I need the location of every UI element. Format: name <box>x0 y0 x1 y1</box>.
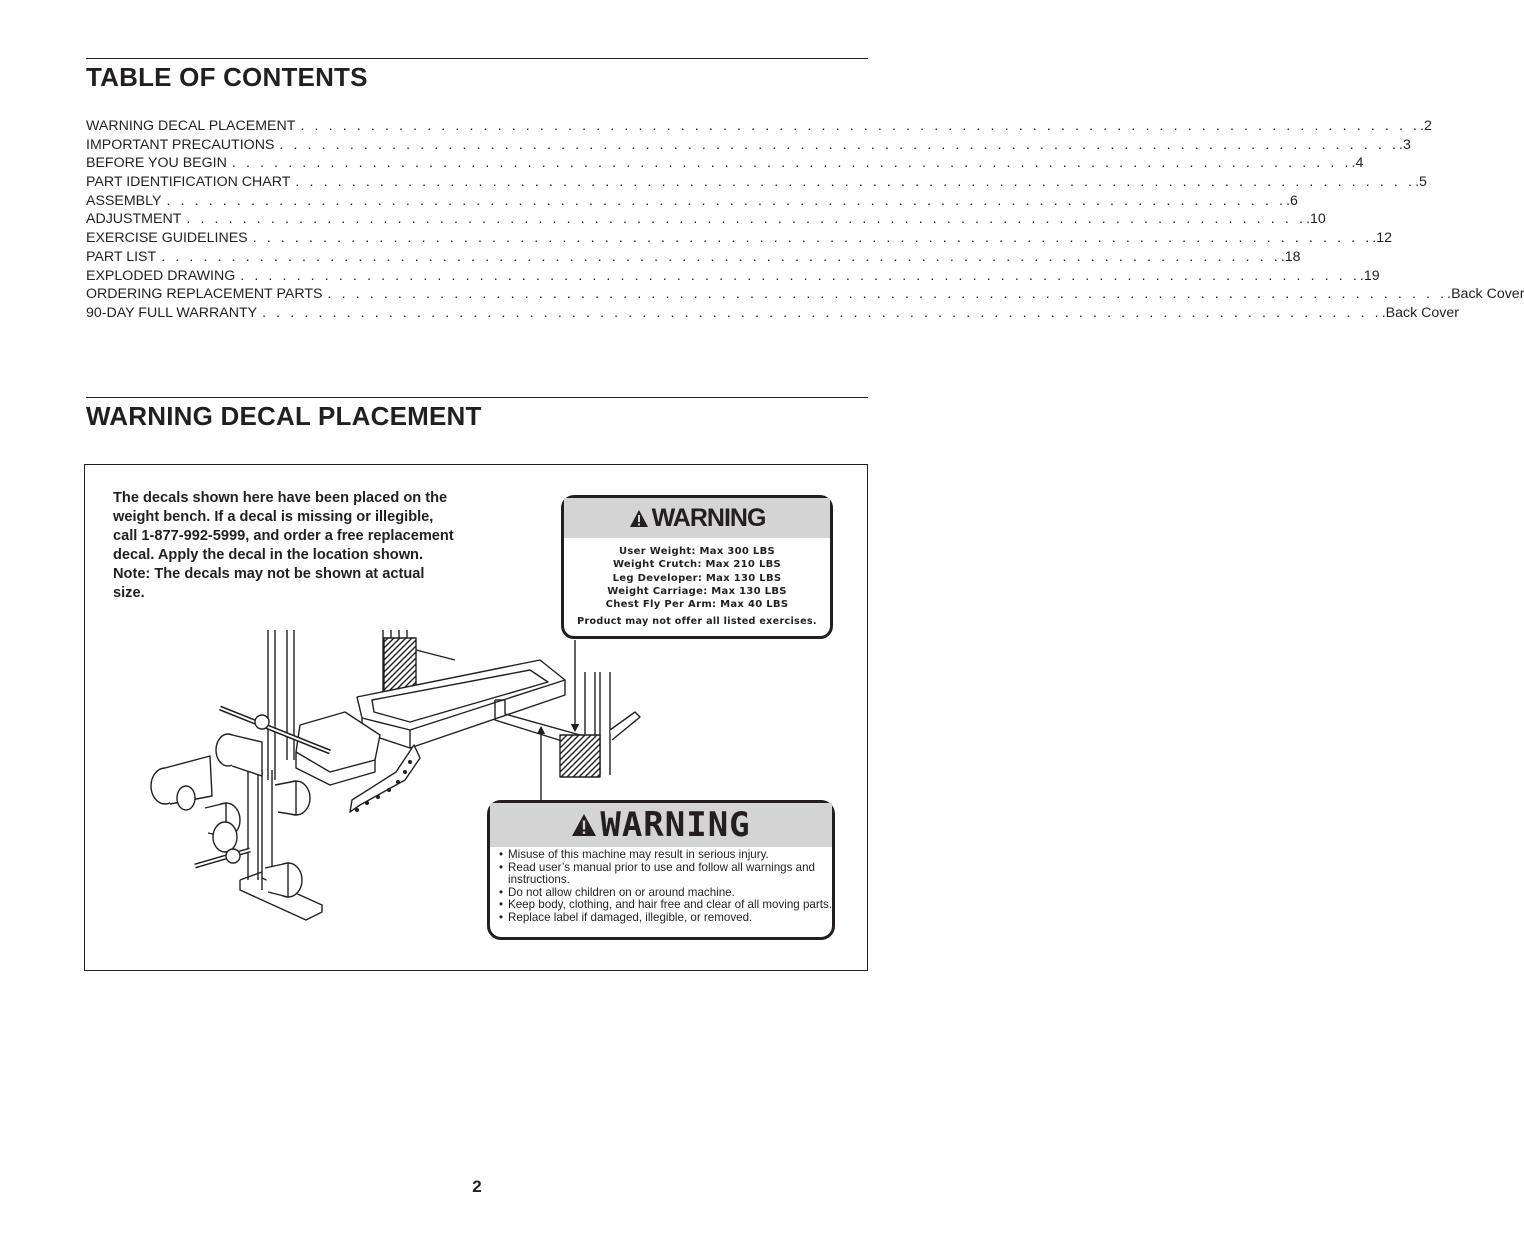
safety-warning-item: • Keep body, clothing, and hair free and clear of all moving parts. <box>499 899 832 912</box>
toc-entry-page: .10 <box>1306 211 1326 228</box>
toc-entry-page: .6 <box>1286 192 1298 209</box>
safety-warning-list <box>499 849 832 925</box>
toc-entry-title: WARNING DECAL PLACEMENT <box>86 118 296 134</box>
toc-dot-leader: . . . . . . . . . . . . . . . . . . . . . . . . . . . . . . . . . . . . . . . . . . . . . . . . . . . . . . . . . . . . . . . . . . . . . . . . . . . . . . . . <box>279 136 1400 153</box>
safety-warning-decal-heading: WARNING <box>600 805 751 845</box>
toc-dot-leader: . . . . . . . . . . . . . . . . . . . . . . . . . . . . . . . . . . . . . . . . . . . . . . . . . . . . . . . . . . . . . . . . . . . . . . . . . . . . . . . . <box>252 230 1373 247</box>
toc-entry-page: .5 <box>1415 174 1427 191</box>
toc-entry-title: 90-DAY FULL WARRANTY <box>86 304 258 321</box>
decal-intro-text: The decals shown here have been placed on the weight bench. If a decal is missing or illegible, call 1-877-992-5999, and order a free replacement decal. Apply the decal in the location shown. Note: The decals may not be shown at actual size. <box>113 490 454 601</box>
toc-entry-title: ORDERING REPLACEMENT PARTS <box>86 286 323 303</box>
toc-entry-page: .4 <box>1351 155 1364 172</box>
toc-entry-title: EXERCISE GUIDELINES <box>86 230 248 247</box>
weight-limit-item: Chest Fly Per Arm: Max 40 LBS <box>605 599 789 611</box>
toc-entry-page: .18 <box>1280 248 1301 265</box>
page-number: 2 <box>472 1177 482 1196</box>
weight-limit-decal <box>561 495 833 639</box>
toc-entry-title: PART IDENTIFICATION CHART <box>86 174 291 191</box>
weight-limit-item: Leg Developer: Max 130 LBS <box>612 572 782 584</box>
safety-warning-item: • Do not allow children on or around machine. <box>499 887 832 900</box>
safety-warning-item: • Misuse of this machine may result in serious injury. <box>499 849 832 862</box>
toc-entry-title: PART LIST <box>86 248 157 265</box>
toc-entry-page: .Back Cover <box>1381 304 1459 321</box>
toc-entry-title: ADJUSTMENT <box>86 211 182 228</box>
weight-limit-list <box>564 545 830 611</box>
toc-entry-title: ASSEMBLY <box>86 192 162 209</box>
toc-dot-leader: . . . . . . . . . . . . . . . . . . . . . . . . . . . . . . . . . . . . . . . . . . . . . . . . . . . . . . . . . . . . . . . . . . . . . . . . . . . . . . . . <box>295 174 1416 191</box>
toc-entry-page: .Back Cover <box>1447 286 1524 303</box>
toc-entry-page: .19 <box>1359 267 1380 284</box>
safety-warning-item: • Replace label if damaged, illegible, or removed. <box>499 912 832 925</box>
toc-dot-leader: . . . . . . . . . . . . . . . . . . . . . . . . . . . . . . . . . . . . . . . . . . . . . . . . . . . . . . . . . . . . . . . . . . . . . . . . . . . . . . . . <box>300 118 1421 134</box>
toc-dot-leader: . . . . . . . . . . . . . . . . . . . . . . . . . . . . . . . . . . . . . . . . . . . . . . . . . . . . . . . . . . . . . . . . . . . . . . . . . . . . . . . . <box>240 267 1360 284</box>
weight-limit-note: Product may not offer all listed exercises. <box>577 616 817 628</box>
toc-dot-leader: . . . . . . . . . . . . . . . . . . . . . . . . . . . . . . . . . . . . . . . . . . . . . . . . . . . . . . . . . . . . . . . . . . . . . . . . . . . . . . . . <box>262 304 1382 321</box>
toc-entry-page: .2 <box>1420 118 1432 134</box>
toc-dot-leader: . . . . . . . . . . . . . . . . . . . . . . . . . . . . . . . . . . . . . . . . . . . . . . . . . . . . . . . . . . . . . . . . . . . . . . . . . . . . . . . . <box>327 286 1448 303</box>
toc-entry-page: .12 <box>1372 230 1393 247</box>
toc-dot-leader: . . . . . . . . . . . . . . . . . . . . . . . . . . . . . . . . . . . . . . . . . . . . . . . . . . . . . . . . . . . . . . . . . . . . . . . . . . . . . . . . <box>166 192 1287 209</box>
weight-limit-decal-heading: WARNING <box>651 503 766 532</box>
toc-entry-page: .3 <box>1399 136 1411 153</box>
toc-entry-title: EXPLODED DRAWING <box>86 267 236 284</box>
toc-dot-leader: . . . . . . . . . . . . . . . . . . . . . . . . . . . . . . . . . . . . . . . . . . . . . . . . . . . . . . . . . . . . . . . . . . . . . . . . . . . . . . . . <box>186 211 1307 228</box>
warning-triangle-icon <box>571 813 597 837</box>
weight-limit-item: User Weight: Max 300 LBS <box>618 546 776 557</box>
weight-limit-decal-header <box>564 498 830 538</box>
toc-heading: TABLE OF CONTENTS <box>86 62 368 92</box>
toc-dot-leader: . . . . . . . . . . . . . . . . . . . . . . . . . . . . . . . . . . . . . . . . . . . . . . . . . . . . . . . . . . . . . . . . . . . . . . . . . . . . . . . . <box>161 248 1281 265</box>
weight-limit-item: Weight Crutch: Max 210 LBS <box>612 559 782 571</box>
toc-dot-leader: . . . . . . . . . . . . . . . . . . . . . . . . . . . . . . . . . . . . . . . . . . . . . . . . . . . . . . . . . . . . . . . . . . . . . . . . . . . . . . . . <box>231 155 1352 172</box>
toc-entry-title: IMPORTANT PRECAUTIONS <box>86 136 275 153</box>
safety-warning-decal <box>487 800 835 940</box>
safety-warning-item: • Read user’s manual prior to use and follow all warnings and instructions. <box>499 862 832 887</box>
warning-section-heading: WARNING DECAL PLACEMENT <box>86 401 482 431</box>
toc-entry-title: BEFORE YOU BEGIN <box>86 155 227 172</box>
weight-limit-item: Weight Carriage: Max 130 LBS <box>607 585 787 597</box>
safety-warning-decal-header <box>490 803 832 847</box>
warning-triangle-icon <box>629 509 649 528</box>
